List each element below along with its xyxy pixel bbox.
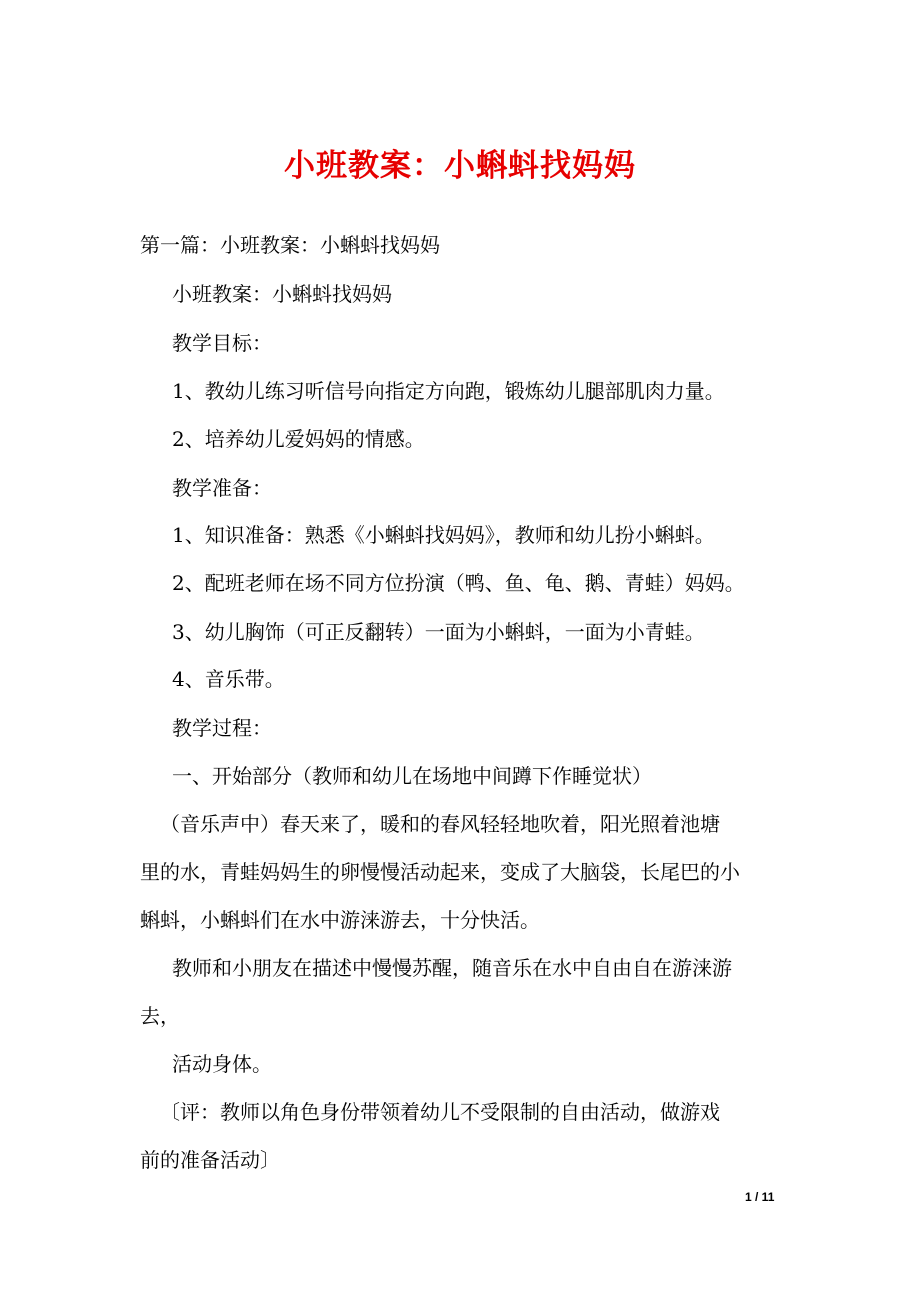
- paragraph-comment-line-2: 前的准备活动〕: [140, 1148, 280, 1172]
- paragraph-teacher-line-1: 教师和小朋友在描述中慢慢苏醒，随音乐在水中自由自在游涞游: [172, 956, 732, 980]
- paragraph-goal-1: 1、教幼儿练习听信号向指定方向跑，锻炼幼儿腿部肌肉力量。: [172, 379, 725, 403]
- paragraph-prep-1: 1、知识准备：熟悉《小蝌蚪找妈妈》，教师和幼儿扮小蝌蚪。: [172, 523, 715, 547]
- paragraph-heading-preparation: 教学准备：: [172, 476, 272, 500]
- paragraph-story-line-3: 蝌蚪，小蝌蚪们在水中游涞游去，十分快活。: [140, 908, 540, 932]
- paragraph-story-line-2: 里的水，青蛙妈妈生的卵慢慢活动起来，变成了大脑袋，长尾巴的小: [140, 860, 740, 884]
- paragraph-process-start: 一、开始部分（教师和幼儿在场地中间蹲下作睡觉状）: [172, 764, 652, 788]
- paragraph-teacher-line-2: 去，: [140, 1004, 180, 1028]
- paragraph-story-line-1: （音乐声中）春天来了，暖和的春风轻轻地吹着，阳光照着池塘: [160, 812, 720, 836]
- paragraph-section-heading: 第一篇：小班教案：小蝌蚪找妈妈: [140, 233, 440, 257]
- page-number: 1 / 11: [745, 1190, 775, 1204]
- paragraph-goal-2: 2、培养幼儿爱妈妈的情感。: [172, 427, 425, 451]
- paragraph-comment-line-1: 〔评：教师以角色身份带领着幼儿不受限制的自由活动，做游戏: [160, 1100, 720, 1124]
- paragraph-prep-3: 3、幼儿胸饰（可正反翻转）一面为小蝌蚪，一面为小青蛙。: [172, 620, 705, 644]
- document-title: 小班教案：小蝌蚪找妈妈: [284, 148, 636, 184]
- paragraph-subtitle: 小班教案：小蝌蚪找妈妈: [172, 282, 392, 306]
- paragraph-prep-4: 4、音乐带。: [172, 667, 285, 691]
- paragraph-heading-process: 教学过程：: [172, 716, 272, 740]
- paragraph-prep-2: 2、配班老师在场不同方位扮演（鸭、鱼、龟、鹅、青蛙）妈妈。: [172, 571, 745, 595]
- paragraph-heading-goals: 教学目标：: [172, 331, 272, 355]
- paragraph-activity: 活动身体。: [172, 1052, 272, 1076]
